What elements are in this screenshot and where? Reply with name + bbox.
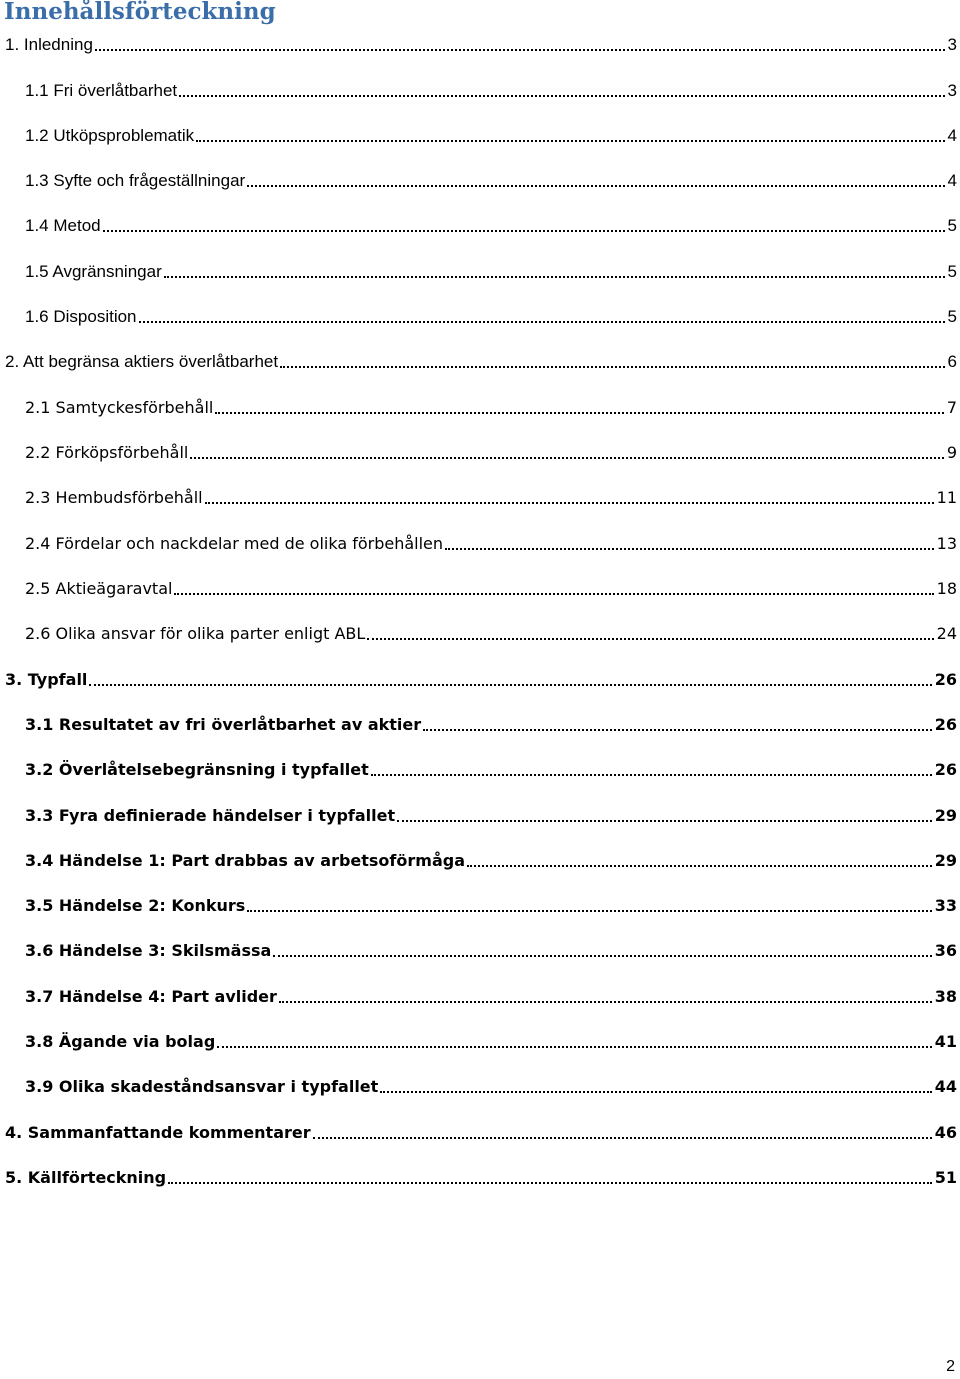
toc-entry-page: 5 [947,262,957,281]
toc-entry-label: 3.9 Olika skadeståndsansvar i typfallet [25,1077,379,1096]
toc-entry-page: 4 [947,171,957,190]
toc-entry-label: 1.6 Disposition [25,307,137,326]
toc-entry-page: 6 [947,352,957,371]
toc-entry-label: 2.4 Fördelar och nackdelar med de olika förbehållen [25,534,444,553]
toc-entry-label: 1.2 Utköpsproblematik [25,126,195,145]
toc-entry-2-2[interactable] [25,440,957,464]
toc-entry-1[interactable] [5,32,957,56]
toc-entry-1-2[interactable] [25,123,957,147]
toc-entry-label: 3.8 Ägande via bolag [25,1032,216,1051]
toc-entry-1-3[interactable] [25,168,957,192]
toc-entry-page: 11 [936,488,957,507]
toc-entry-3-3[interactable] [25,803,957,827]
toc-entry-label: 2.3 Hembudsförbehåll [25,488,203,507]
toc-entry-page: 18 [936,579,957,598]
dot-leader [247,910,931,912]
toc-entry-label: 3. Typfall [5,670,88,689]
toc-title: Innehållsförteckning [4,0,276,25]
toc-entry-page: 5 [947,216,957,235]
dot-leader [279,1001,932,1003]
toc-entry-2-4[interactable] [25,531,957,555]
toc-entry-3-9[interactable] [25,1074,957,1098]
toc-entry-label: 2.5 Aktieägaravtal [25,579,173,598]
toc-entry-3-4[interactable] [25,848,957,872]
toc-entry-2[interactable] [5,349,957,373]
toc-entry-page: 41 [934,1032,957,1051]
toc-entry-label: 4. Sammanfattande kommentarer [5,1123,311,1142]
toc-entry-page: 9 [946,443,957,462]
toc-entry-label: 1.1 Fri överlåtbarhet [25,81,178,100]
toc-entry-3-1[interactable] [25,712,957,736]
dot-leader [367,638,933,640]
toc-entry-page: 4 [947,126,957,145]
toc-entry-1-5[interactable] [25,259,957,283]
dot-leader [89,684,931,686]
dot-leader [205,502,934,504]
toc-entry-label: 1.4 Metod [25,216,101,235]
toc-entry-label: 3.1 Resultatet av fri överlåtbarhet av aktier [25,715,422,734]
toc-entry-2-6[interactable] [25,621,957,645]
toc-entry-1-6[interactable] [25,304,957,328]
toc-entry-page: 38 [934,987,957,1006]
toc-entry-5[interactable] [5,1165,957,1189]
dot-leader [313,1137,932,1139]
toc-entry-label: 3.2 Överlåtelsebegränsning i typfallet [25,760,369,779]
toc-entry-2-1[interactable] [25,395,957,419]
toc-entry-label: 3.3 Fyra definierade händelser i typfallet [25,806,396,825]
toc-entry-page: 51 [934,1168,957,1187]
toc-entry-label: 3.6 Händelse 3: Skilsmässa [25,941,272,960]
toc-entry-4[interactable] [5,1120,957,1144]
toc-entry-label: 2.2 Förköpsförbehåll [25,443,189,462]
toc-entry-2-3[interactable] [25,485,957,509]
toc-entry-page: 26 [934,715,957,734]
toc-entry-1-1[interactable] [25,78,957,102]
toc-entry-3-8[interactable] [25,1029,957,1053]
toc-entry-label: 2.1 Samtyckesförbehåll [25,398,214,417]
toc-entry-label: 3.5 Händelse 2: Konkurs [25,896,246,915]
toc-entry-label: 5. Källförteckning [5,1168,167,1187]
dot-leader [95,49,945,51]
dot-leader [164,276,945,278]
toc-entry-label: 3.4 Händelse 1: Part drabbas av arbetsoförmåga [25,851,465,870]
page-number: 2 [946,1358,955,1375]
toc-entry-3-6[interactable] [25,938,957,962]
toc-entry-label: 2. Att begränsa aktiers överlåtbarhet [5,352,279,371]
toc-entry-2-5[interactable] [25,576,957,600]
dot-leader [445,548,934,550]
toc-entry-page: 46 [934,1123,957,1142]
dot-leader [380,1091,931,1093]
toc-entry-label: 2.6 Olika ansvar för olika parter enligt ABL [25,624,366,643]
toc-entry-page: 29 [934,806,957,825]
dot-leader [190,457,943,459]
toc-entry-page: 13 [936,534,957,553]
toc-entry-page: 24 [936,624,957,643]
toc-entry-page: 44 [934,1077,957,1096]
dot-leader [174,593,933,595]
dot-leader [247,185,944,187]
dot-leader [179,95,944,97]
toc-entry-label: 1.3 Syfte och frågeställningar [25,171,246,190]
dot-leader [215,412,943,414]
toc-entry-page: 3 [947,35,957,54]
dot-leader [103,230,945,232]
dot-leader [168,1182,932,1184]
toc-entry-3-7[interactable] [25,984,957,1008]
toc-entry-label: 1. Inledning [5,35,93,54]
dot-leader [273,955,931,957]
dot-leader [371,774,932,776]
toc-entry-page: 7 [946,398,957,417]
dot-leader [280,366,944,368]
toc-entry-page: 3 [947,81,957,100]
toc-entry-1-4[interactable] [25,213,957,237]
toc-entry-3[interactable] [5,667,957,691]
toc-entry-page: 36 [934,941,957,960]
toc-entry-page: 33 [934,896,957,915]
toc-entry-page: 26 [934,760,957,779]
toc-entry-3-5[interactable] [25,893,957,917]
toc-entry-label: 3.7 Händelse 4: Part avlider [25,987,277,1006]
toc-entry-label: 1.5 Avgränsningar [25,262,162,281]
dot-leader [423,729,932,731]
dot-leader [139,321,945,323]
toc-entry-page: 5 [947,307,957,326]
dot-leader [397,820,932,822]
dot-leader [217,1046,931,1048]
toc-entry-page: 29 [934,851,957,870]
toc-entry-page: 26 [934,670,957,689]
dot-leader [467,865,932,867]
toc-entry-3-2[interactable] [25,757,957,781]
dot-leader [196,140,944,142]
